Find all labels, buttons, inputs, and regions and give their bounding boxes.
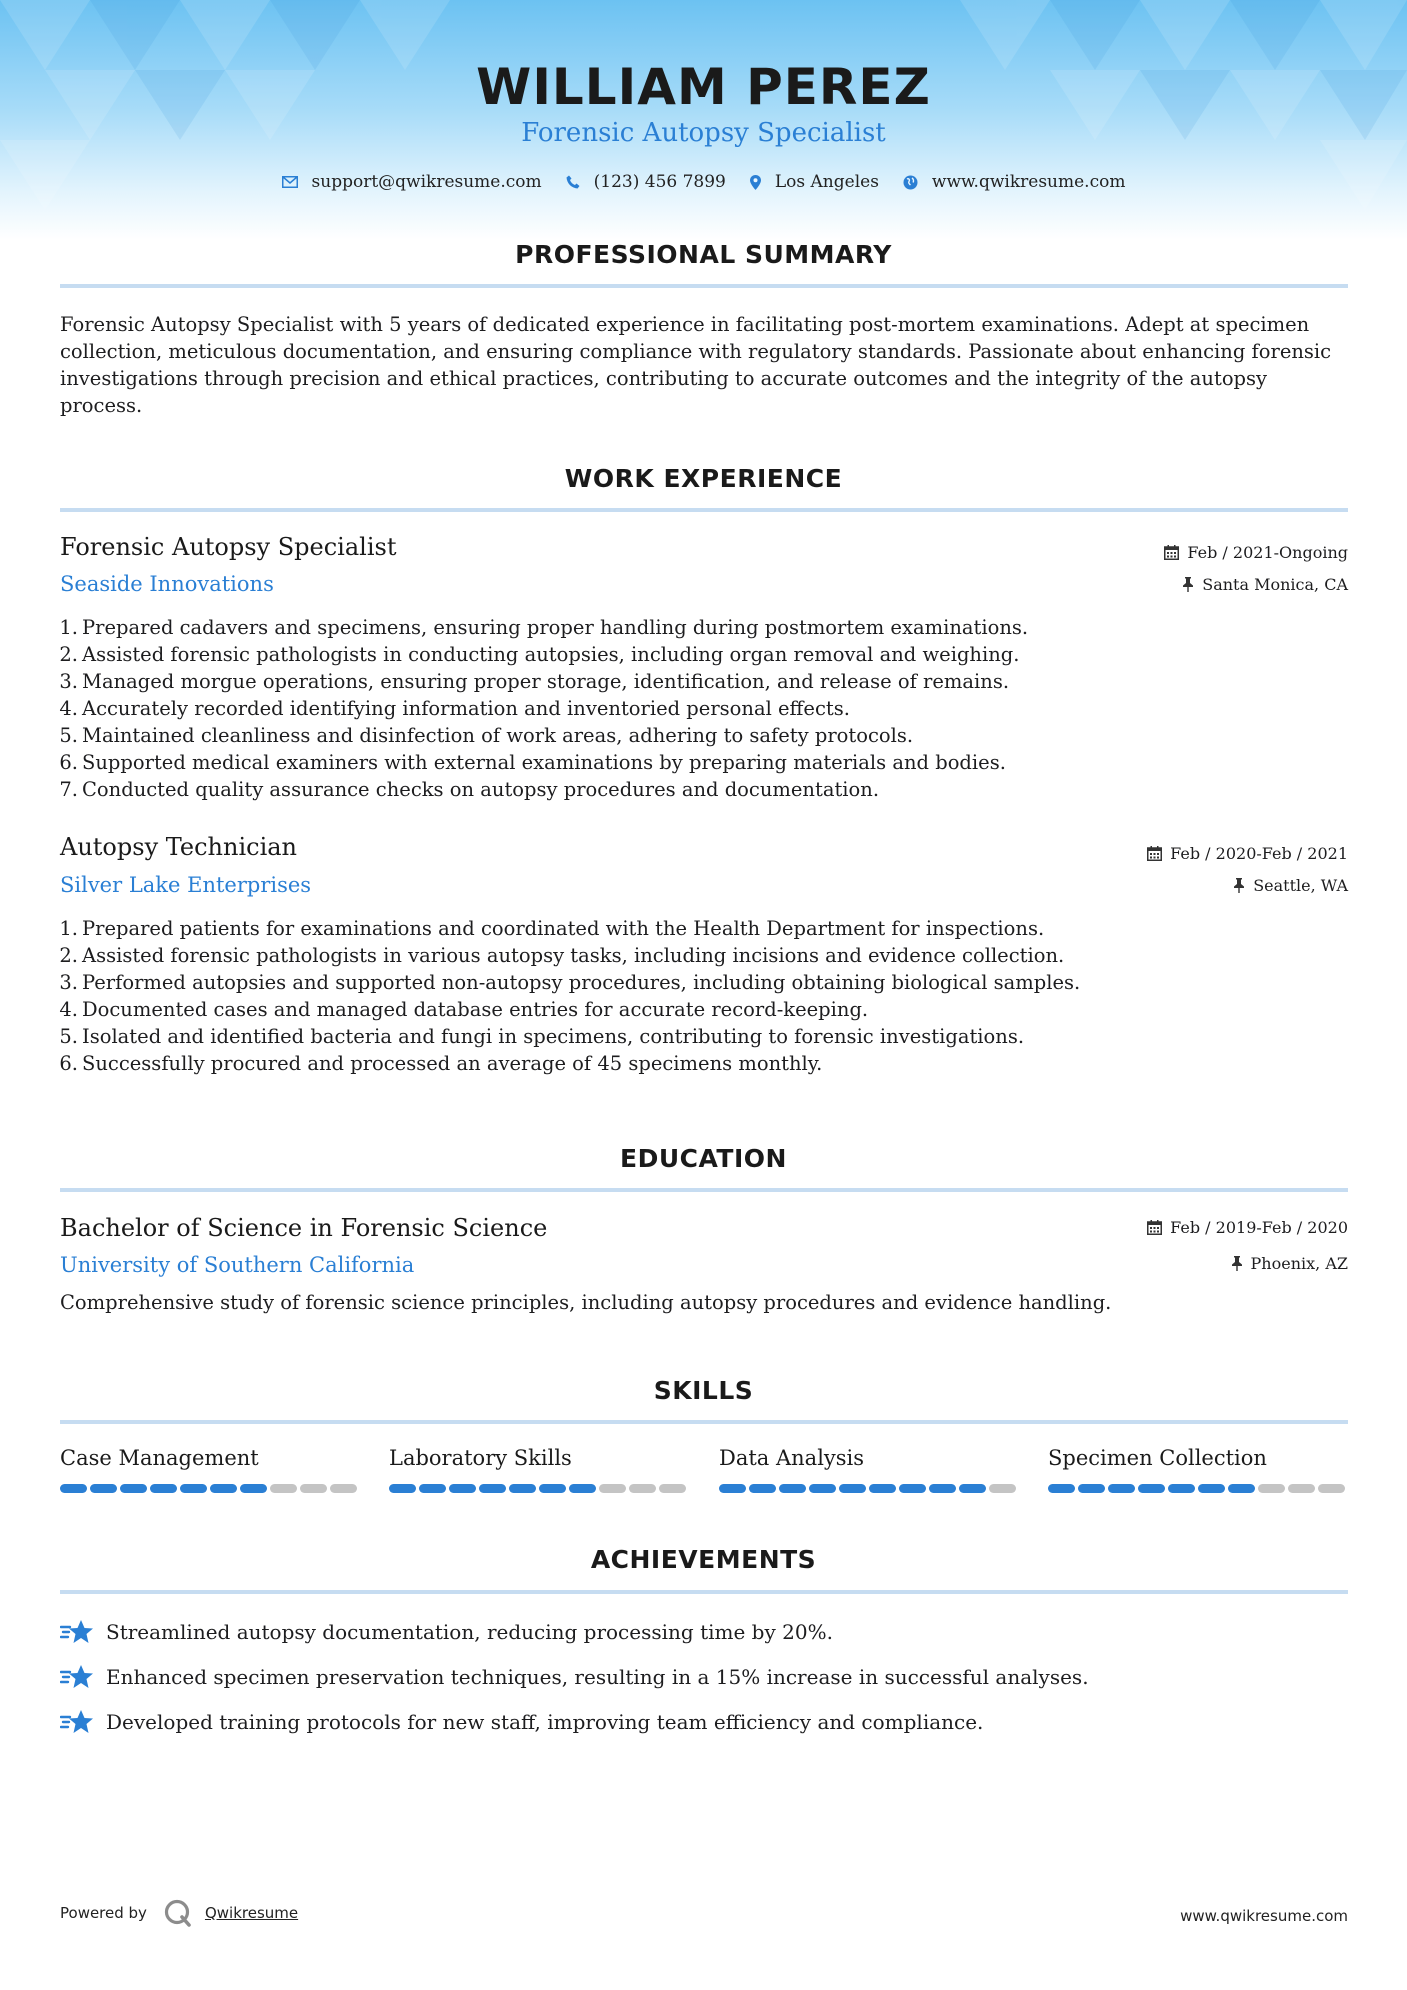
skill-dot-empty: [270, 1484, 297, 1493]
skill-dot-filled: [809, 1484, 836, 1493]
experience-heading: WORK EXPERIENCE: [564, 464, 843, 493]
education-description: Comprehensive study of forensic science principles, including autopsy procedures and evidence handling.: [60, 1291, 1112, 1314]
job-location-2: [1233, 876, 1348, 895]
skill-level-meter: [60, 1484, 360, 1493]
skill-dot-filled: [869, 1484, 896, 1493]
website-text: www.qwikresume.com: [931, 172, 1126, 192]
achievement-text-2: Enhanced specimen preservation techniques, resulting in a 15% increase in successful analyses.: [106, 1665, 1089, 1689]
skill-item: [389, 1446, 689, 1493]
list-item: 5. Maintained cleanliness and disinfection of work areas, adhering to safety protocols.: [59, 724, 914, 747]
skill-dot-empty: [300, 1484, 327, 1493]
job-title-1: Forensic Autopsy Specialist: [60, 533, 397, 561]
skill-dot-filled: [479, 1484, 506, 1493]
skill-dot-filled: [1198, 1484, 1225, 1493]
education-degree: Bachelor of Science in Forensic Science: [60, 1214, 548, 1242]
skill-dot-filled: [1078, 1484, 1105, 1493]
skill-dot-empty: [1288, 1484, 1315, 1493]
skill-item: [1048, 1446, 1348, 1493]
achievement-text-3: Developed training protocols for new staff, improving team efficiency and compliance.: [106, 1710, 984, 1734]
education-dates-text: Feb / 2019-Feb / 2020: [1170, 1218, 1348, 1237]
skill-dot-empty: [1318, 1484, 1345, 1493]
email-text: support@qwikresume.com: [311, 172, 542, 192]
education-school: University of Southern California: [60, 1253, 415, 1277]
education-location: [1231, 1254, 1348, 1273]
job-location-1: [1182, 575, 1348, 594]
summary-heading: PROFESSIONAL SUMMARY: [515, 240, 892, 269]
skill-dot-filled: [60, 1484, 87, 1493]
skill-dot-filled: [749, 1484, 776, 1493]
list-item: 1. Prepared patients for examinations and coordinated with the Health Department for inspections.: [59, 917, 1045, 940]
skill-dot-filled: [719, 1484, 746, 1493]
list-item: 7. Conducted quality assurance checks on autopsy procedures and documentation.: [59, 778, 880, 801]
map-pin-icon: [750, 175, 761, 190]
skill-dot-empty: [659, 1484, 686, 1493]
phone-icon: [566, 175, 580, 189]
skill-dot-filled: [929, 1484, 956, 1493]
list-item: 5. Isolated and identified bacteria and fungi in specimens, contributing to forensic investigations.: [59, 1025, 1025, 1048]
calendar-icon: [1147, 1220, 1162, 1235]
job-company-2: Silver Lake Enterprises: [60, 873, 312, 897]
skill-dot-empty: [989, 1484, 1016, 1493]
skill-dot-filled: [389, 1484, 416, 1493]
job-dates-2: [1147, 844, 1348, 863]
education-dates: [1147, 1218, 1348, 1237]
list-item: 4. Accurately recorded identifying information and inventoried personal effects.: [59, 697, 850, 720]
calendar-icon: [1147, 846, 1162, 861]
contact-email[interactable]: [282, 172, 542, 192]
calendar-icon: [1164, 545, 1179, 560]
pushpin-icon: [1231, 1256, 1243, 1271]
envelope-icon: [282, 176, 298, 188]
summary-text: Forensic Autopsy Specialist with 5 years of dedicated experience in facilitating post-mortem examinations. Adept at specimen collection, meticulous documentation, and ensuring compliance with regulatory standards. Passionate about enhancing forensic investigations through precision and ethical practices, contributing to accurate outcomes and the integrity of the autopsy process.: [60, 313, 1332, 417]
skill-item: [719, 1446, 1019, 1493]
summary-divider: [60, 284, 1348, 288]
skill-dot-filled: [1108, 1484, 1135, 1493]
skill-dot-filled: [959, 1484, 986, 1493]
list-item: 4. Documented cases and managed database entries for accurate record-keeping.: [59, 998, 869, 1021]
skill-dot-filled: [150, 1484, 177, 1493]
skill-dot-filled: [1048, 1484, 1075, 1493]
star-icon: [60, 1618, 94, 1646]
list-item: 6. Successfully procured and processed an average of 45 specimens monthly.: [59, 1052, 823, 1075]
list-item: 6. Supported medical examiners with external examinations by preparing materials and bodies.: [59, 751, 1006, 774]
skill-dot-filled: [419, 1484, 446, 1493]
skill-dot-filled: [210, 1484, 237, 1493]
achievement-item: [60, 1618, 833, 1646]
achievements-divider: [60, 1590, 1348, 1594]
pushpin-icon: [1233, 878, 1245, 893]
job-duties-2: [52, 915, 1302, 1077]
skill-level-meter: [719, 1484, 1019, 1493]
list-item: 2. Assisted forensic pathologists in conducting autopsies, including organ removal and weighing.: [59, 643, 1020, 666]
job-location-text-2: Seattle, WA: [1253, 876, 1348, 895]
pushpin-icon: [1182, 577, 1194, 592]
skill-dot-filled: [509, 1484, 536, 1493]
skill-dot-filled: [569, 1484, 596, 1493]
footer-powered-by: [60, 1898, 298, 1928]
skill-dot-filled: [1138, 1484, 1165, 1493]
skill-dot-filled: [1228, 1484, 1255, 1493]
skill-dot-filled: [539, 1484, 566, 1493]
experience-divider: [60, 508, 1348, 512]
skill-dot-filled: [1168, 1484, 1195, 1493]
achievement-text-1: Streamlined autopsy documentation, reducing processing time by 20%.: [106, 1620, 833, 1644]
skills-heading: SKILLS: [653, 1376, 754, 1405]
job-dates-1: [1164, 543, 1348, 562]
skill-dot-empty: [599, 1484, 626, 1493]
job-dates-text-1: Feb / 2021-Ongoing: [1187, 543, 1348, 562]
skill-name: Laboratory Skills: [389, 1446, 572, 1470]
skill-name: Data Analysis: [719, 1446, 865, 1470]
skill-dot-filled: [779, 1484, 806, 1493]
list-item: 2. Assisted forensic pathologists in various autopsy tasks, including incisions and evidence collection.: [59, 944, 1065, 967]
star-icon: [60, 1663, 94, 1691]
job-duties-1: [52, 614, 1302, 803]
phone-text: (123) 456 7899: [593, 172, 726, 192]
education-divider: [60, 1188, 1348, 1192]
list-item: 3. Managed morgue operations, ensuring proper storage, identification, and release of remains.: [59, 670, 1010, 693]
candidate-name: WILLIAM PEREZ: [476, 58, 931, 116]
skill-dot-filled: [899, 1484, 926, 1493]
skill-dot-empty: [629, 1484, 656, 1493]
star-icon: [60, 1708, 94, 1736]
achievement-item: [60, 1708, 983, 1736]
skill-item: [60, 1446, 360, 1493]
skill-dot-filled: [120, 1484, 147, 1493]
achievements-heading: ACHIEVEMENTS: [590, 1545, 817, 1574]
contact-phone[interactable]: [566, 172, 726, 192]
contact-website[interactable]: [903, 172, 1126, 192]
skill-dot-filled: [90, 1484, 117, 1493]
job-company-1: Seaside Innovations: [60, 572, 274, 596]
list-item: 3. Performed autopsies and supported non-autopsy procedures, including obtaining biological samples.: [59, 971, 1081, 994]
job-location-text-1: Santa Monica, CA: [1202, 575, 1348, 594]
job-title-2: Autopsy Technician: [60, 833, 298, 861]
skill-name: Case Management: [60, 1446, 259, 1470]
skill-name: Specimen Collection: [1048, 1446, 1267, 1470]
skills-divider: [60, 1420, 1348, 1424]
qwikresume-link[interactable]: Qwikresume: [204, 1904, 299, 1922]
skill-dot-filled: [839, 1484, 866, 1493]
education-location-text: Phoenix, AZ: [1250, 1254, 1348, 1273]
list-item: 1. Prepared cadavers and specimens, ensuring proper handling during postmortem examinations.: [59, 616, 1029, 639]
skill-dot-empty: [1258, 1484, 1285, 1493]
globe-icon: [903, 175, 918, 190]
job-dates-text-2: Feb / 2020-Feb / 2021: [1170, 844, 1348, 863]
skill-dot-filled: [180, 1484, 207, 1493]
candidate-title: Forensic Autopsy Specialist: [521, 118, 886, 148]
contact-row: [0, 172, 1407, 192]
skill-level-meter: [389, 1484, 689, 1493]
skill-level-meter: [1048, 1484, 1348, 1493]
skill-dot-empty: [330, 1484, 357, 1493]
location-text: Los Angeles: [774, 172, 879, 192]
skill-dot-filled: [449, 1484, 476, 1493]
contact-location: [750, 172, 879, 192]
qwikresume-logo-icon: [163, 1898, 193, 1928]
education-heading: EDUCATION: [620, 1144, 787, 1173]
skill-dot-filled: [240, 1484, 267, 1493]
powered-by-label: Powered by: [60, 1904, 147, 1922]
achievement-item: [60, 1663, 1089, 1691]
footer-website[interactable]: www.qwikresume.com: [1180, 1907, 1348, 1925]
